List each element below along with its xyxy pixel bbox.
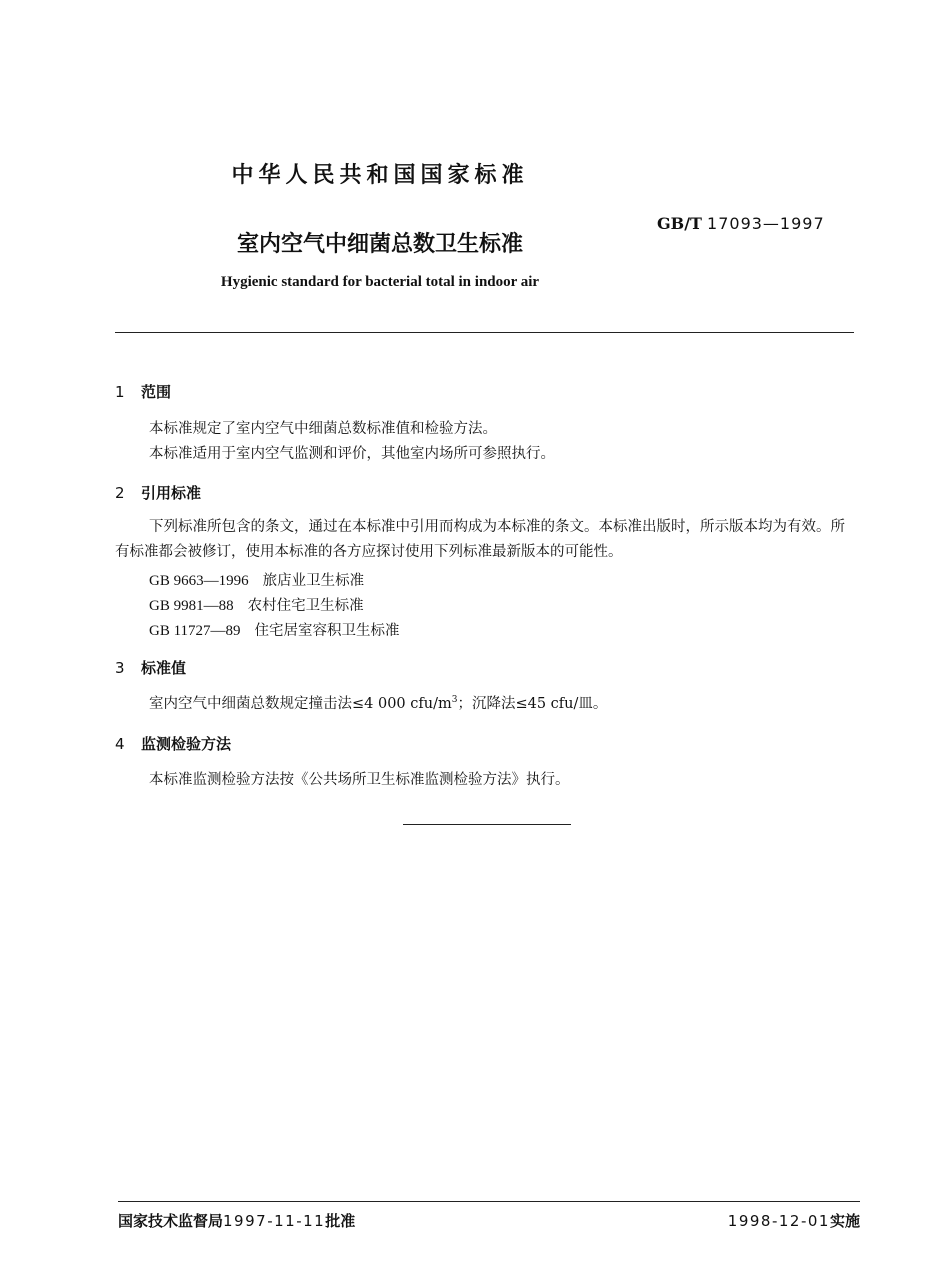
- section-1-number: 1: [115, 383, 125, 401]
- national-standard-heading: 中华人民共和国国家标准: [231, 163, 529, 188]
- section-4-number: 4: [115, 735, 125, 753]
- section-3-title: 标准值: [141, 659, 187, 677]
- standard-value-text-continued: ；沉降法≤45 cfu/皿。: [457, 696, 608, 712]
- reference-name: 农村住宅卫生标准: [247, 598, 364, 614]
- section-1-paragraph-1: 本标准规定了室内空气中细菌总数标准值和检验方法。: [149, 421, 497, 437]
- section-3-heading: [115, 657, 186, 678]
- header-divider: [115, 332, 854, 333]
- standard-value-text: 室内空气中细菌总数规定撞击法≤4 000 cfu/m: [149, 696, 452, 712]
- section-3-number: 3: [115, 659, 125, 677]
- reference-code: GB 9981—88: [149, 598, 234, 614]
- end-of-text-rule: [403, 824, 571, 825]
- effective-line: [728, 1210, 860, 1231]
- section-2-heading: [115, 482, 201, 503]
- section-2-number: 2: [115, 484, 125, 502]
- effective-date: 1998-12-01: [727, 1212, 830, 1230]
- footer-divider: [118, 1201, 860, 1202]
- unit-superscript: 3: [451, 695, 458, 706]
- reference-item: [149, 619, 400, 640]
- reference-item: [149, 594, 364, 615]
- approval-label: 批准: [325, 1212, 356, 1230]
- section-3-paragraph: [149, 692, 607, 713]
- issuing-authority: 国家技术监督局: [118, 1212, 224, 1230]
- section-1-title: 范围: [141, 383, 172, 401]
- reference-name: 住宅居室容积卫生标准: [254, 623, 400, 639]
- section-4-paragraph: 本标准监测检验方法按《公共场所卫生标准监测检验方法》执行。: [149, 772, 570, 788]
- section-2-title: 引用标准: [141, 484, 202, 502]
- effective-label: 实施: [829, 1212, 860, 1230]
- section-2-intro: 下列标准所包含的条文，通过在本标准中引用而构成为本标准的条文。本标准出版时，所示版本均为有效。所有标准都会被修订，使用本标准的各方应探讨使用下列标准最新版本的可能性。: [115, 519, 845, 560]
- section-4-title: 监测检验方法: [141, 735, 232, 753]
- reference-code: GB 9663—1996: [149, 573, 249, 589]
- reference-code: GB 11727—89: [149, 623, 241, 639]
- section-1-heading: [115, 381, 171, 402]
- reference-item: [149, 569, 364, 590]
- section-4-heading: [115, 733, 231, 754]
- section-1-paragraph-2: 本标准适用于室内空气监测和评价，其他室内场所可参照执行。: [149, 446, 555, 462]
- standard-code-number: 17093—1997: [707, 214, 825, 233]
- document-title-en: Hygienic standard for bacterial total in indoor air: [220, 274, 540, 290]
- reference-name: 旅店业卫生标准: [262, 573, 365, 589]
- approval-line: [118, 1210, 355, 1231]
- standard-code-prefix: GB/T: [657, 214, 702, 233]
- approval-date: 1997-11-11: [223, 1212, 326, 1230]
- document-title-cn: 室内空气中细菌总数卫生标准: [236, 232, 523, 257]
